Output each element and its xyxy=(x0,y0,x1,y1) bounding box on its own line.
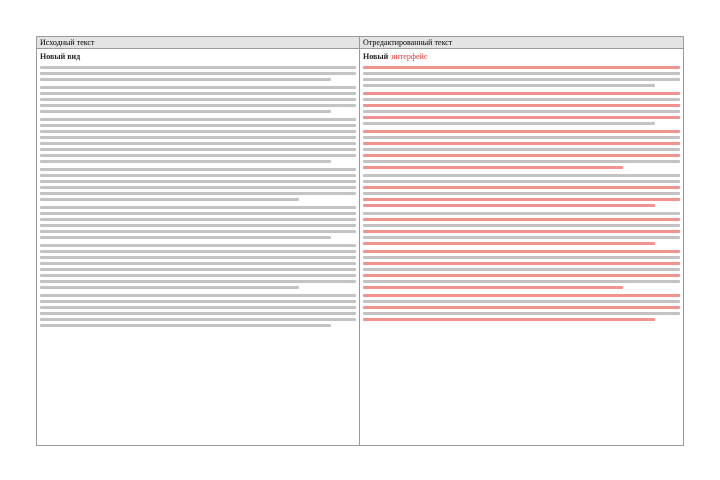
left-paragraph-7-line-2 xyxy=(40,300,356,303)
left-paragraph-3-line-2 xyxy=(40,124,356,127)
right-paragraph-4-line-2 xyxy=(363,180,680,183)
left-paragraph-6-line-4 xyxy=(40,262,356,265)
right-paragraph-7 xyxy=(363,294,680,321)
left-paragraph-3-line-4 xyxy=(40,136,356,139)
right-paragraph-6-line-5 xyxy=(363,274,680,277)
left-paragraph-1-line-3 xyxy=(40,78,331,81)
left-paragraph-4-line-3 xyxy=(40,180,356,183)
right-paragraph-1 xyxy=(363,66,680,87)
right-paragraph-5-line-2 xyxy=(363,218,680,221)
right-paragraph-2-line-6 xyxy=(363,122,655,125)
left-paragraph-7-line-6 xyxy=(40,324,331,327)
right-paragraph-3-line-3 xyxy=(363,142,680,145)
left-paragraph-5 xyxy=(40,206,356,239)
right-paragraph-5-line-1 xyxy=(363,212,680,215)
left-paragraph-6-line-6 xyxy=(40,274,356,277)
right-paragraph-7-line-5 xyxy=(363,318,655,321)
right-paragraph-4-line-3 xyxy=(363,186,680,189)
left-paragraph-7-line-3 xyxy=(40,306,356,309)
right-paragraph-6-line-7 xyxy=(363,286,623,289)
left-paragraph-2-line-5 xyxy=(40,110,331,113)
left-column-header-text: Исходный текст xyxy=(40,37,95,47)
right-paragraph-6-line-1 xyxy=(363,250,680,253)
left-paragraph-5-line-2 xyxy=(40,212,356,215)
right-paragraph-5 xyxy=(363,212,680,245)
right-paragraph-6-line-4 xyxy=(363,268,680,271)
left-paragraph-4-line-5 xyxy=(40,192,356,195)
left-paragraph-3-line-1 xyxy=(40,118,356,121)
left-paragraph-4 xyxy=(40,168,356,201)
left-paragraph-2-line-2 xyxy=(40,92,356,95)
right-paragraph-7-line-3 xyxy=(363,306,680,309)
right-paragraph-6 xyxy=(363,250,680,289)
left-paragraph-7-line-5 xyxy=(40,318,356,321)
right-paragraph-2-line-2 xyxy=(363,98,680,101)
right-paragraph-7-line-4 xyxy=(363,312,680,315)
right-paragraph-3-line-2 xyxy=(363,136,680,139)
left-paragraph-3-line-7 xyxy=(40,154,356,157)
right-paragraph-2-line-4 xyxy=(363,110,680,113)
right-paragraph-4-line-4 xyxy=(363,192,680,195)
right-paragraph-2-line-5 xyxy=(363,116,680,119)
left-paragraph-2-line-1 xyxy=(40,86,356,89)
right-section-heading-red: интерфейс xyxy=(391,52,428,61)
left-paragraph-3-line-8 xyxy=(40,160,331,163)
right-paragraph-4 xyxy=(363,174,680,207)
right-paragraph-6-line-3 xyxy=(363,262,680,265)
left-paragraph-7-line-4 xyxy=(40,312,356,315)
right-paragraph-6-line-2 xyxy=(363,256,680,259)
right-paragraph-7-line-1 xyxy=(363,294,680,297)
left-column-content xyxy=(37,49,360,445)
left-paragraph-5-line-3 xyxy=(40,218,356,221)
left-paragraph-6 xyxy=(40,244,356,289)
right-paragraph-1-line-4 xyxy=(363,84,655,87)
right-paragraph-1-line-2 xyxy=(363,72,680,75)
right-paragraph-5-line-3 xyxy=(363,224,680,227)
left-paragraph-3 xyxy=(40,118,356,163)
left-paragraph-4-line-2 xyxy=(40,174,356,177)
left-paragraph-6-line-5 xyxy=(40,268,356,271)
right-paragraph-4-line-5 xyxy=(363,198,680,201)
left-paragraph-3-line-6 xyxy=(40,148,356,151)
right-paragraph-3-line-6 xyxy=(363,160,680,163)
left-paragraph-6-line-8 xyxy=(40,286,299,289)
left-paragraph-6-line-7 xyxy=(40,280,356,283)
left-column-header xyxy=(37,37,360,49)
left-paragraph-4-line-4 xyxy=(40,186,356,189)
right-paragraph-1-line-1 xyxy=(363,66,680,69)
left-paragraph-3-line-5 xyxy=(40,142,356,145)
right-paragraph-3-line-5 xyxy=(363,154,680,157)
left-paragraph-2-line-4 xyxy=(40,104,356,107)
left-paragraph-1-line-1 xyxy=(40,66,356,69)
comparison-table xyxy=(36,36,684,446)
left-paragraph-5-line-6 xyxy=(40,236,331,239)
right-paragraph-2-line-1 xyxy=(363,92,680,95)
right-paragraph-5-line-5 xyxy=(363,236,680,239)
left-paragraph-6-line-2 xyxy=(40,250,356,253)
left-paragraph-2-line-3 xyxy=(40,98,356,101)
right-paragraph-7-line-2 xyxy=(363,300,680,303)
left-paragraph-5-line-5 xyxy=(40,230,356,233)
right-column-content xyxy=(360,49,683,445)
right-section-heading-black: Новый xyxy=(363,52,389,61)
left-paragraph-5-line-1 xyxy=(40,206,356,209)
right-paragraph-4-line-1 xyxy=(363,174,680,177)
right-column-header xyxy=(360,37,683,49)
left-paragraph-5-line-4 xyxy=(40,224,356,227)
left-paragraph-2 xyxy=(40,86,356,113)
left-paragraph-1-line-2 xyxy=(40,72,356,75)
right-paragraph-1-line-3 xyxy=(363,78,680,81)
right-paragraph-3-line-7 xyxy=(363,166,623,169)
left-paragraph-6-line-1 xyxy=(40,244,356,247)
right-paragraph-3-line-1 xyxy=(363,130,680,133)
left-paragraph-6-line-3 xyxy=(40,256,356,259)
right-paragraph-3-line-4 xyxy=(363,148,680,151)
left-section-heading xyxy=(40,52,356,62)
left-paragraph-4-line-6 xyxy=(40,198,299,201)
right-paragraph-3 xyxy=(363,130,680,169)
left-paragraph-7 xyxy=(40,294,356,327)
right-column-header-text: Отредактированный текст xyxy=(363,37,453,47)
right-section-heading xyxy=(363,52,680,62)
right-paragraph-5-line-4 xyxy=(363,230,680,233)
left-paragraph-1 xyxy=(40,66,356,81)
right-paragraph-5-line-6 xyxy=(363,242,655,245)
right-paragraph-2-line-3 xyxy=(363,104,680,107)
right-paragraph-6-line-6 xyxy=(363,280,680,283)
left-section-heading-text: Новый вид xyxy=(40,52,81,61)
left-paragraph-4-line-1 xyxy=(40,168,356,171)
left-paragraph-7-line-1 xyxy=(40,294,356,297)
right-paragraph-2 xyxy=(363,92,680,125)
left-paragraph-3-line-3 xyxy=(40,130,356,133)
right-paragraph-4-line-6 xyxy=(363,204,655,207)
